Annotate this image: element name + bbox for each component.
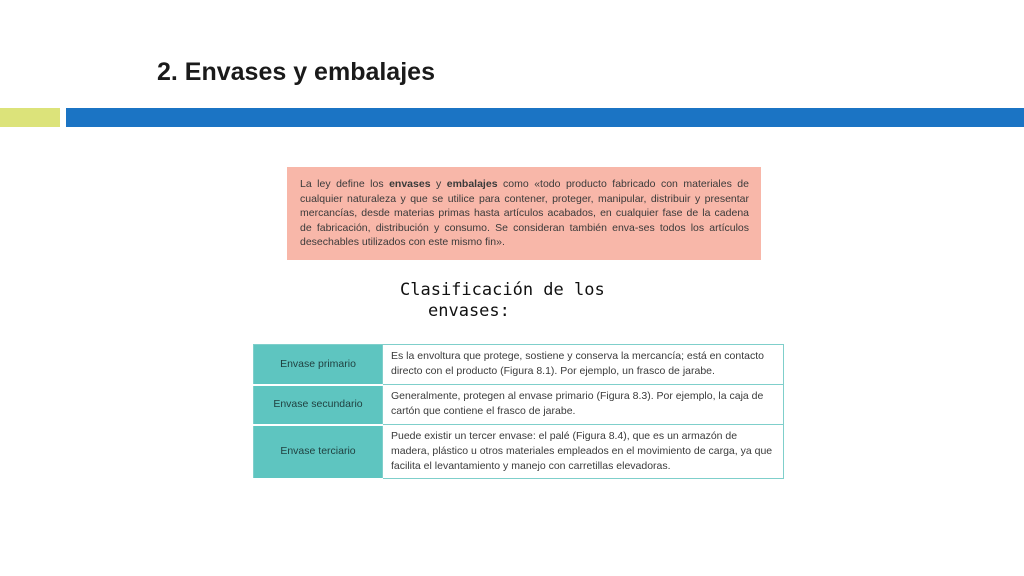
accent-bar [0, 108, 60, 127]
definition-term-embalajes: embalajes [446, 178, 498, 190]
classification-heading [400, 280, 670, 322]
row-header: Envase primario [254, 345, 383, 385]
row-description: Es la envoltura que protege, sostiene y conserva la mercancía; está en contacto directo con el producto (Figura 8.1). Por ejemplo, un frasco de jarabe. [383, 345, 784, 385]
definition-term-envases: envases [389, 178, 431, 190]
slide-title: 2. Envases y embalajes [157, 58, 435, 86]
classification-heading-line1: Clasificación de los [400, 280, 605, 300]
definition-box [287, 167, 761, 260]
table-row [254, 385, 784, 425]
row-description: Generalmente, protegen al envase primario (Figura 8.3). Por ejemplo, la caja de cartón que contiene el frasco de jarabe. [383, 385, 784, 425]
classification-heading-line2: envases: [428, 301, 510, 321]
definition-text-part3: como «todo producto fabricado con materiales de cualquier naturaleza y que se utilice para contener, proteger, manipular, distribuir y presentar mercancías, desde materias primas hasta artículos acabados, en cualquier fase de la cadena de fabricación, distribución y consumo. Se consideran también enva-ses todos los artículos desechables utilizados con este mismo fin». [300, 178, 749, 249]
classification-table [253, 344, 784, 480]
definition-text-part2: y [430, 178, 447, 190]
header-bar [66, 108, 1024, 127]
table-row [254, 425, 784, 479]
row-header: Envase terciario [254, 425, 383, 479]
row-header: Envase secundario [254, 385, 383, 425]
definition-text-part1: La ley define los [300, 178, 390, 190]
table-row [254, 345, 784, 385]
row-description: Puede existir un tercer envase: el palé (Figura 8.4), que es un armazón de madera, plástico u otros materiales empleados en el movimiento de carga, ya que facilita el levantamiento y manejo con carretillas elevadoras. [383, 425, 784, 479]
